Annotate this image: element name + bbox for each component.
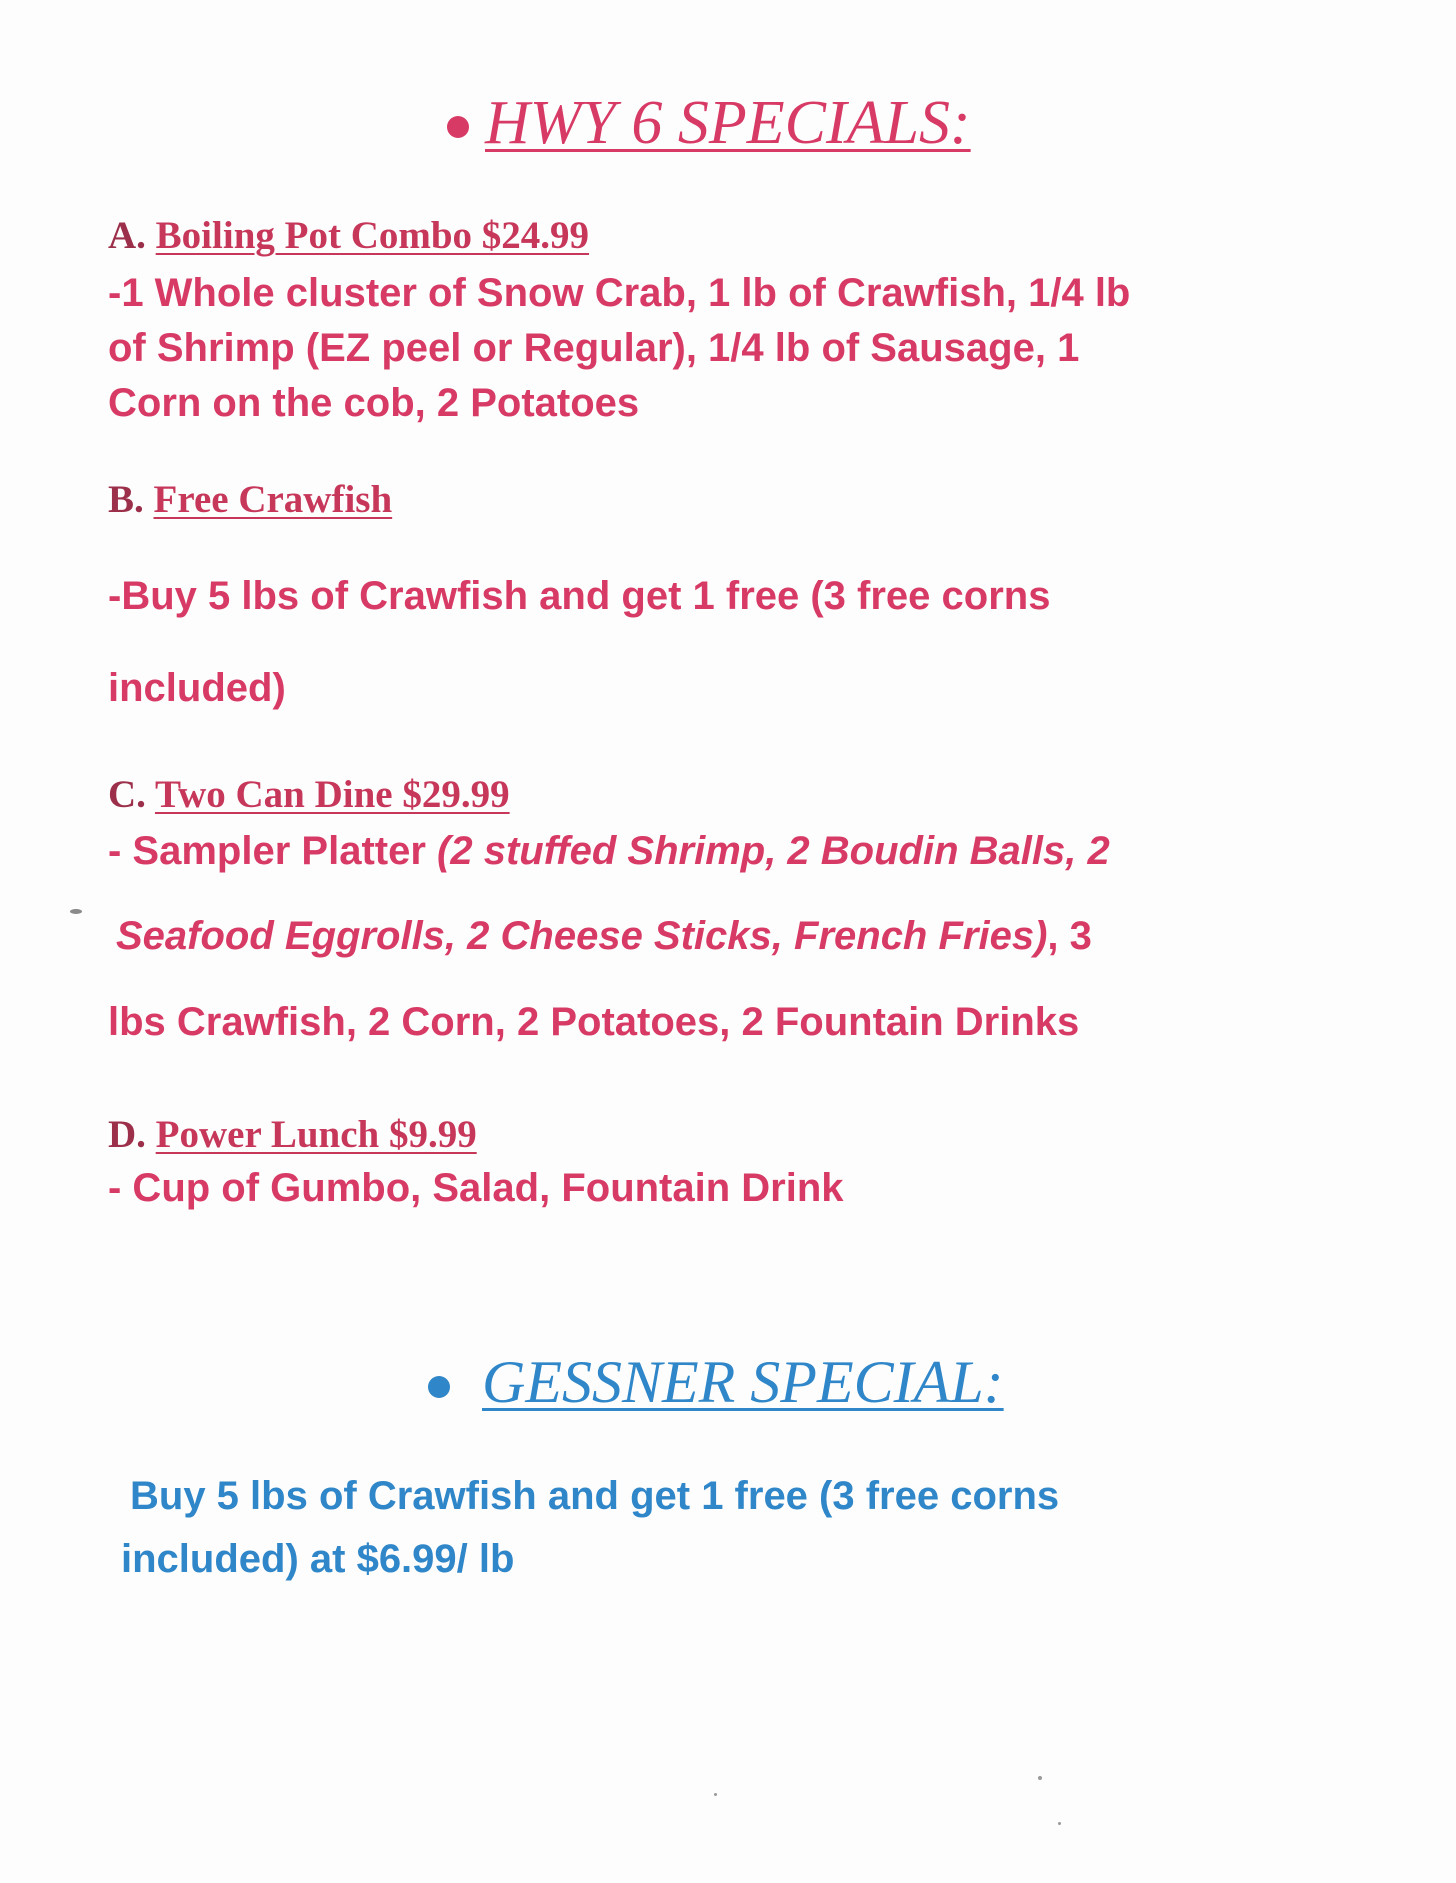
item-c-line-2 <box>116 914 1092 959</box>
item-c-line-2a: Seafood Eggrolls, 2 Cheese Sticks, French Fries) <box>116 914 1048 958</box>
item-c-letter: C. <box>108 773 146 816</box>
item-d-title: Power Lunch $9.99 <box>155 1113 477 1156</box>
item-a-line-2: of Shrimp (EZ peel or Regular), 1/4 lb of Sausage, 1 <box>108 326 1080 370</box>
scan-speck <box>1058 1822 1061 1825</box>
item-c-title: Two Can Dine $29.99 <box>154 773 510 816</box>
scan-speck <box>714 1793 717 1796</box>
item-c-line-1b: (2 stuffed Shrimp, 2 Boudin Balls, 2 <box>437 829 1110 873</box>
item-c-line-3: lbs Crawfish, 2 Corn, 2 Potatoes, 2 Fountain Drinks <box>108 1000 1080 1044</box>
item-b-line-1: -Buy 5 lbs of Crawfish and get 1 free (3 free corns <box>108 574 1051 618</box>
item-a-letter: A. <box>108 214 146 257</box>
item-b-line-2: included) <box>108 666 286 710</box>
item-a-label <box>108 213 589 258</box>
item-b-letter: B. <box>108 478 144 521</box>
item-a-title: Boiling Pot Combo $24.99 <box>155 214 590 257</box>
blue-bullet-icon <box>428 1376 450 1398</box>
item-c-label <box>108 772 510 817</box>
gessner-heading: GESSNER SPECIAL: <box>482 1349 1004 1415</box>
gessner-line-1: Buy 5 lbs of Crawfish and get 1 free (3 free corns <box>130 1474 1060 1518</box>
item-b-title: Free Crawfish <box>153 478 393 521</box>
item-d-line-1: - Cup of Gumbo, Salad, Fountain Drink <box>108 1166 844 1210</box>
scan-speck <box>70 909 82 914</box>
scan-speck <box>1038 1776 1042 1780</box>
hwy6-heading: HWY 6 SPECIALS: <box>485 89 971 157</box>
item-c-line-1a: - Sampler Platter <box>108 829 438 873</box>
item-a-line-3: Corn on the cob, 2 Potatoes <box>108 381 640 425</box>
item-b-label <box>108 477 392 522</box>
item-a-line-1: -1 Whole cluster of Snow Crab, 1 lb of Crawfish, 1/4 lb <box>108 271 1131 315</box>
item-c-line-2b: , 3 <box>1047 914 1092 958</box>
item-d-letter: D. <box>108 1113 146 1156</box>
item-d-label <box>108 1112 477 1157</box>
item-c-line-1 <box>108 829 1110 874</box>
gessner-line-2: included) at $6.99/ lb <box>121 1537 515 1581</box>
pink-bullet-icon <box>447 116 469 138</box>
